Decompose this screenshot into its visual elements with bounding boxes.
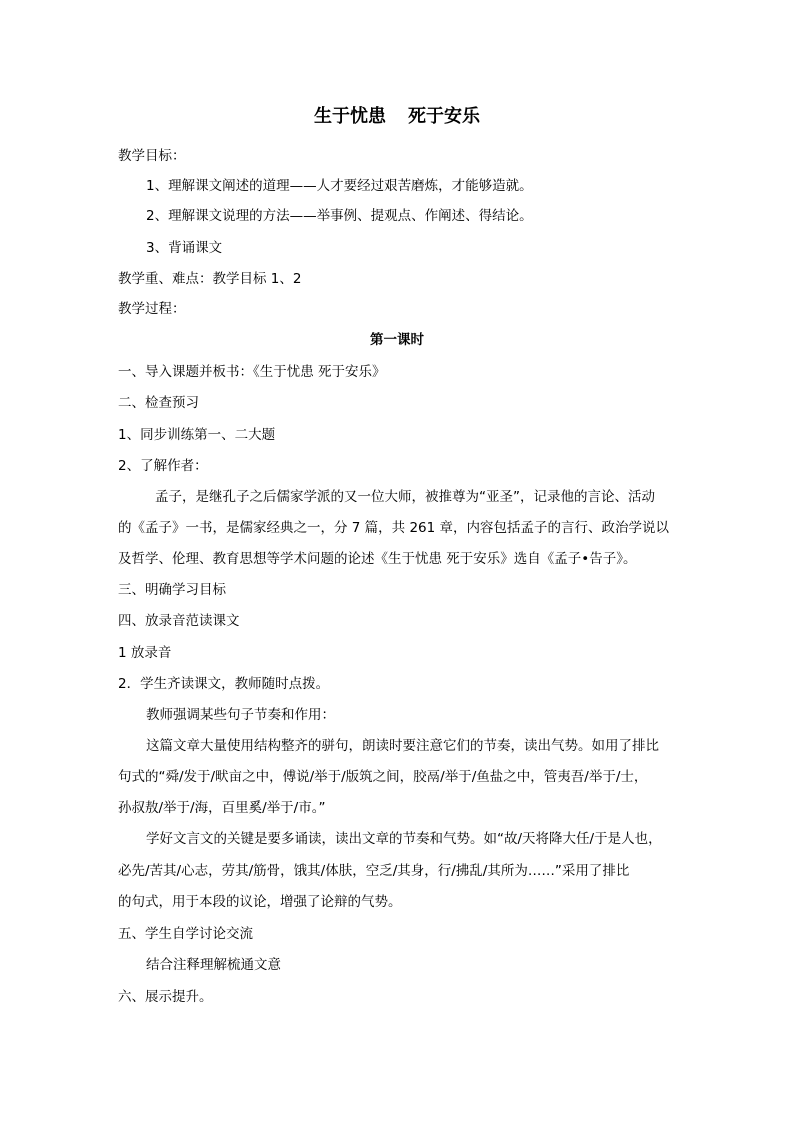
step-discussion: 五、学生自学讨论交流 bbox=[118, 926, 253, 942]
author-paragraph-line: 及哲学、伦理、教育思想等学术问题的论述《生于忧患 死于安乐》选自《孟子•告子》。 bbox=[118, 551, 637, 567]
rhythm-paragraph-line: 这篇文章大量使用结构整齐的骈句，朗读时要注意它们的节奏，读出气势。如用了排比 bbox=[146, 738, 659, 754]
step-discussion-text: 结合注释理解梳通文意 bbox=[146, 957, 281, 973]
lesson-title: 第一课时 bbox=[370, 332, 424, 348]
step-presentation: 六、展示提升。 bbox=[118, 989, 213, 1005]
step-objectives: 三、明确学习目标 bbox=[118, 582, 226, 598]
step-preview-item: 1、同步训练第一、二大题 bbox=[118, 427, 276, 443]
step-preview-item: 2、了解作者： bbox=[118, 458, 208, 474]
recite-paragraph-line: 必先/苦其/心志，劳其/筋骨，饿其/体肤，空乏/其身，行/拂乱/其所为……”采用了排比 bbox=[118, 863, 630, 879]
step-recording-item: 2．学生齐读课文，教师随时点拨。 bbox=[118, 676, 330, 692]
teacher-note: 教师强调某些句子节奏和作用： bbox=[146, 707, 335, 723]
objective-item: 3、背诵课文 bbox=[146, 240, 223, 256]
step-recording: 四、放录音范读课文 bbox=[118, 613, 240, 629]
rhythm-paragraph-line: 孙叔敖/举于/海，百里奚/举于/市。” bbox=[118, 800, 326, 816]
author-paragraph-line: 的《孟子》一书，是儒家经典之一，分 7 篇，共 261 章，内容包括孟子的言行、政治学说以 bbox=[118, 520, 670, 536]
recite-paragraph-line: 的句式，用于本段的议论，增强了论辩的气势。 bbox=[118, 894, 402, 910]
page-title bbox=[0, 105, 794, 129]
objective-item: 1、理解课文阐述的道理——人才要经过艰苦磨炼，才能够造就。 bbox=[146, 178, 533, 194]
step-import: 一、导入课题并板书：《生于忧患 死于安乐》 bbox=[118, 364, 386, 380]
recite-paragraph-line: 学好文言文的关键是要多诵读，读出文章的节奏和气势。如“故/天将降大任/于是人也， bbox=[146, 831, 662, 847]
title-part-1: 生于忧患 bbox=[314, 106, 386, 127]
objectives-heading: 教学目标： bbox=[118, 148, 186, 164]
title-part-2: 死于安乐 bbox=[408, 106, 480, 127]
key-points: 教学重、难点：教学目标 1、2 bbox=[118, 271, 302, 287]
step-recording-item: 1 放录音 bbox=[118, 645, 172, 661]
objective-item: 2、理解课文说理的方法——举事例、提观点、作阐述、得结论。 bbox=[146, 208, 533, 224]
step-preview-check: 二、检查预习 bbox=[118, 395, 199, 411]
rhythm-paragraph-line: 句式的“舜/发于/畎亩之中，傅说/举于/版筑之间，胶鬲/举于/鱼盐之中，管夷吾/举于/士， bbox=[118, 769, 648, 785]
process-heading: 教学过程： bbox=[118, 301, 186, 317]
author-paragraph-line: 孟子，是继孔子之后儒家学派的又一位大师，被推尊为“亚圣”，记录他的言论、活动 bbox=[155, 489, 655, 505]
